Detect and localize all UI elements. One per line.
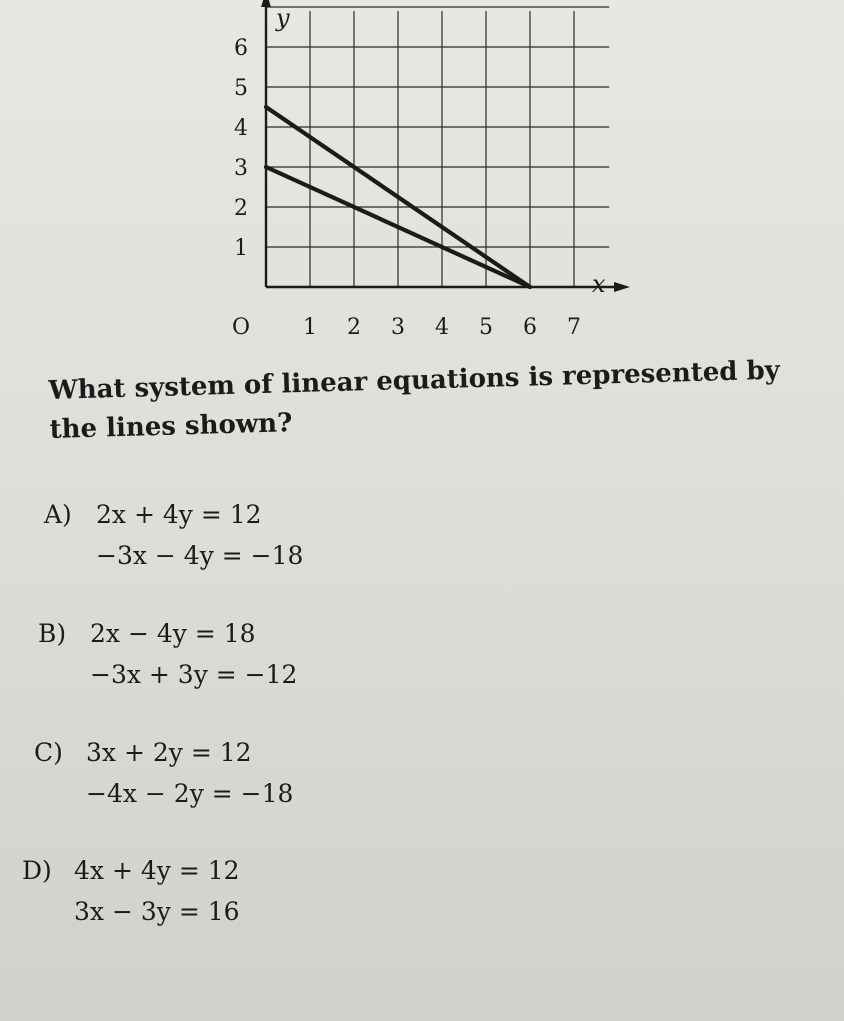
y-tick-label: 4	[234, 116, 248, 141]
choice-b-letter: B)	[38, 619, 67, 648]
choice-b-equation-1: 2x − 4y = 18	[90, 619, 256, 648]
choice-c-equation-1: 3x + 2y = 12	[86, 738, 252, 767]
x-tick-label: 3	[391, 315, 405, 340]
origin-label: O	[232, 315, 251, 340]
choice-d[interactable]	[22, 850, 240, 933]
tick-labels	[234, 36, 581, 340]
y-tick-label: 3	[234, 156, 248, 181]
choice-a[interactable]	[44, 494, 303, 577]
x-tick-label: 4	[435, 315, 449, 340]
choice-b-equation-2: −3x + 3y = −12	[90, 660, 298, 690]
y-tick-label: 1	[234, 236, 248, 261]
choice-d-equation-2: 3x − 3y = 16	[74, 897, 240, 927]
choice-a-equation-2: −3x − 4y = −18	[96, 541, 304, 571]
x-tick-label: 1	[303, 315, 317, 340]
choice-a-letter: A)	[44, 500, 72, 529]
choice-c-equation-2: −4x − 2y = −18	[86, 779, 294, 809]
choice-b[interactable]	[38, 613, 297, 696]
coordinate-graph	[0, 0, 844, 360]
y-tick-label: 5	[234, 76, 248, 101]
x-tick-label: 5	[479, 315, 493, 340]
y-axis-arrow	[261, 0, 271, 7]
choice-d-letter: D)	[22, 856, 52, 885]
x-tick-label: 6	[523, 315, 537, 340]
question-text: What system of linear equations is represented by the lines shown?	[48, 355, 781, 445]
x-axis-arrow	[614, 282, 630, 292]
y-tick-label: 2	[234, 196, 248, 221]
choice-a-equation-1: 2x + 4y = 12	[96, 500, 262, 529]
x-tick-label: 7	[567, 315, 581, 340]
y-tick-label: 6	[234, 36, 248, 61]
x-tick-label: 2	[347, 315, 361, 340]
x-axis-label: x	[592, 270, 606, 298]
choice-d-equation-1: 4x + 4y = 12	[74, 856, 240, 885]
y-axis-label: y	[276, 4, 290, 32]
choice-c[interactable]	[34, 732, 293, 815]
choice-c-letter: C)	[34, 738, 63, 767]
